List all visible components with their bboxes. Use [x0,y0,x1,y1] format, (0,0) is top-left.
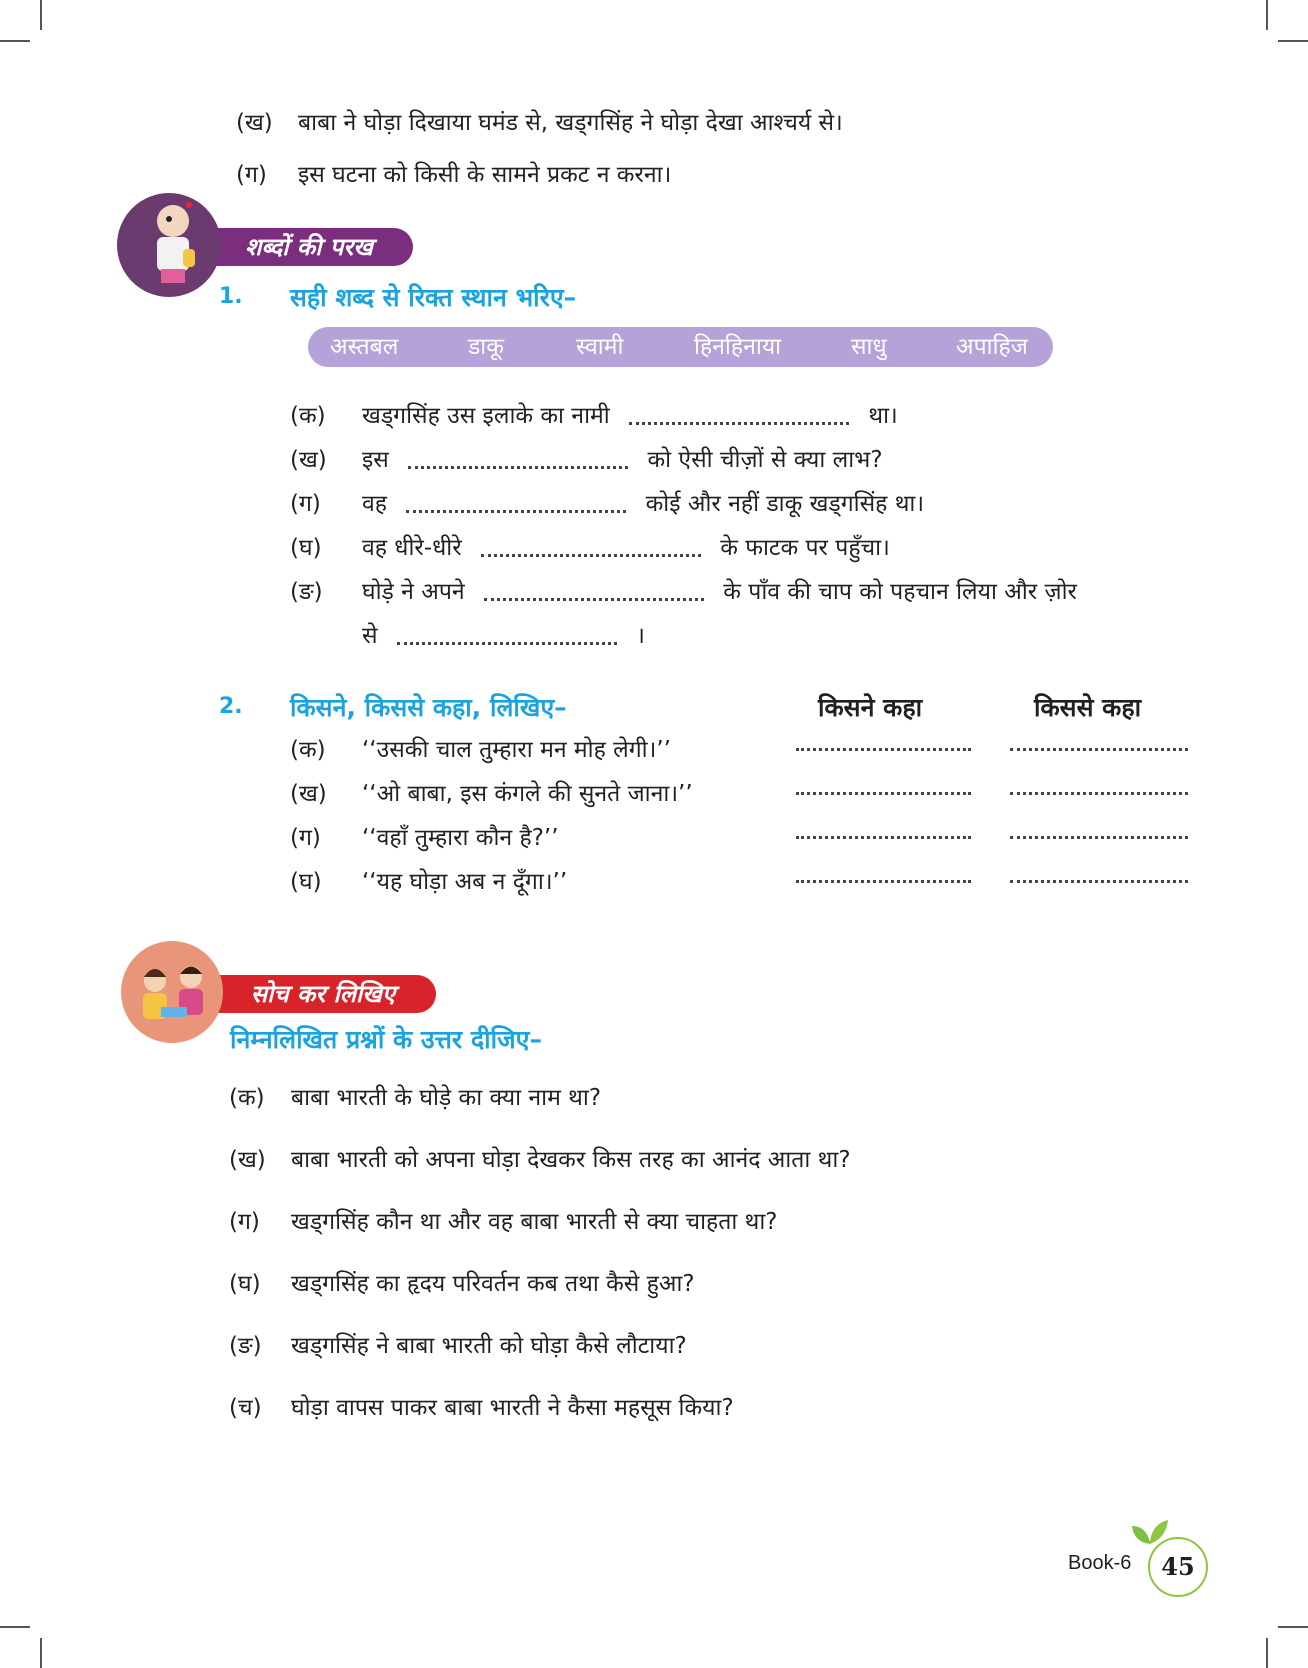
item-label: (ग) [229,1209,260,1235]
item-label: (क) [229,1085,265,1111]
item-label: (ख) [290,447,327,473]
question-item [229,1331,687,1361]
question-text: खड्गसिंह कौन था और वह बाबा भारती से क्या चाहता था? [291,1209,778,1235]
list-item [236,160,671,190]
blank-line[interactable] [629,408,849,425]
item-label: (ङ) [290,579,323,605]
item-text-before: वह [362,491,388,517]
blank-line[interactable] [406,496,626,513]
question-item [229,1269,695,1299]
crop-mark [1266,1638,1268,1668]
item-text-after: को ऐसी चीज़ों से क्या लाभ? [647,447,883,473]
question-text: खड्गसिंह ने बाबा भारती को घोड़ा कैसे लौटाया? [291,1333,687,1359]
crop-mark [1266,0,1268,30]
item-text: बाबा ने घोड़ा दिखाया घमंड से, खड्गसिंह ने घोड़ा देखा आश्चर्य से। [298,110,843,136]
question-text: बाबा भारती को अपना घोड़ा देखकर किस तरह का आनंद आता था? [291,1147,851,1173]
item-text-before: खड्गसिंह उस इलाके का नामी [362,403,610,429]
word-bank-word: स्वामी [576,334,624,360]
item-label: (घ) [290,869,322,895]
item-text-after: । [636,623,645,649]
crop-mark [40,0,42,30]
fill-blank-item [290,577,1077,607]
item-label: (ख) [229,1147,266,1173]
blank-line[interactable] [408,452,628,469]
answer-blank-speaker[interactable] [796,734,971,751]
question-item [229,1145,851,1175]
quote-text: ‘‘ओ बाबा, इस कंगले की सुनते जाना।’’ [362,781,693,807]
answer-blank-speaker[interactable] [796,866,971,883]
quote-item [290,779,693,809]
item-label: (ख) [290,781,327,807]
word-bank [308,327,1053,367]
word-bank-word: अपाहिज [956,334,1028,360]
item-text-after: कोई और नहीं डाकू खड्गसिंह था। [645,491,925,517]
question-number: 1. [219,284,243,309]
item-text-before: से [362,623,378,649]
word-bank-word: साधु [851,334,887,360]
fill-blank-item [290,489,924,519]
answer-blank-listener[interactable] [1010,866,1188,883]
answer-blank-listener[interactable] [1010,734,1188,751]
answer-blank-listener[interactable] [1010,822,1188,839]
quote-item [290,867,567,897]
item-text-before: वह धीरे-धीरे [362,535,462,561]
question-item [229,1083,601,1113]
word-bank-word: डाकू [468,334,504,360]
item-text-before: इस [362,447,389,473]
fill-blank-item [290,445,883,475]
item-text-before: घोड़े ने अपने [362,579,465,605]
page-number-circle [1148,1537,1208,1597]
quote-item [290,735,671,765]
column-header-who-said: किसने कहा [818,693,923,722]
section-badge-title: सोच कर लिखिए [250,979,396,1008]
crop-mark [1278,40,1308,42]
fill-blank-continuation [362,621,645,651]
item-label: (घ) [229,1271,261,1297]
question-text: बाबा भारती के घोड़े का क्या नाम था? [291,1085,602,1111]
blank-line[interactable] [484,584,704,601]
question-text: खड्गसिंह का हृदय परिवर्तन कब तथा कैसे हुआ? [291,1271,695,1297]
section-badge-title: शब्दों की परख [245,232,373,261]
blank-line[interactable] [481,540,701,557]
question-number: 2. [219,694,243,719]
quote-text: ‘‘उसकी चाल तुम्हारा मन मोह लेगी।’’ [362,737,671,763]
item-text-after: के फाटक पर पहुँचा। [720,535,890,561]
crop-mark [1278,1626,1308,1628]
question-item [229,1393,734,1423]
section-badge-ribbon [205,228,413,266]
section-badge-ribbon [210,975,436,1013]
question-title: किसने, किससे कहा, लिखिए– [290,693,567,722]
column-header-to-whom: किससे कहा [1034,693,1142,722]
children-writing-icon [121,941,223,1043]
item-label: (क) [290,737,326,763]
crop-mark [40,1638,42,1668]
book-label: Book-6 [1068,1552,1132,1574]
question-title: सही शब्द से रिक्त स्थान भरिए– [290,283,577,312]
item-label: (च) [229,1395,262,1421]
crop-mark [0,40,30,42]
answer-blank-listener[interactable] [1010,778,1188,795]
quote-text: ‘‘यह घोड़ा अब न दूँगा।’’ [362,869,568,895]
question-item [229,1207,778,1237]
question-text: घोड़ा वापस पाकर बाबा भारती ने कैसा महसूस किया? [291,1395,734,1421]
word-bank-word: अस्तबल [330,334,399,360]
quote-text: ‘‘वहाँ तुम्हारा कौन है?’’ [362,825,559,851]
item-label: (ख) [236,110,273,136]
blank-line[interactable] [397,628,617,645]
item-text: इस घटना को किसी के सामने प्रकट न करना। [298,162,672,188]
item-text-after: था। [868,403,898,429]
word-bank-word: हिनहिनाया [694,334,782,360]
item-label: (ङ) [229,1333,262,1359]
item-text-after: के पाँव की चाप को पहचान लिया और ज़ोर [723,579,1077,605]
section-title: निम्नलिखित प्रश्नों के उत्तर दीजिए– [230,1025,542,1054]
fill-blank-item [290,533,890,563]
quote-item [290,823,559,853]
thinking-character-icon [117,193,221,297]
answer-blank-speaker[interactable] [796,822,971,839]
crop-mark [0,1626,30,1628]
item-label: (ग) [290,825,321,851]
fill-blank-item [290,401,898,431]
item-label: (क) [290,403,326,429]
answer-blank-speaker[interactable] [796,778,971,795]
item-label: (ग) [290,491,321,517]
page-number: 45 [1161,1552,1195,1581]
list-item [236,108,843,138]
item-label: (घ) [290,535,322,561]
item-label: (ग) [236,162,267,188]
